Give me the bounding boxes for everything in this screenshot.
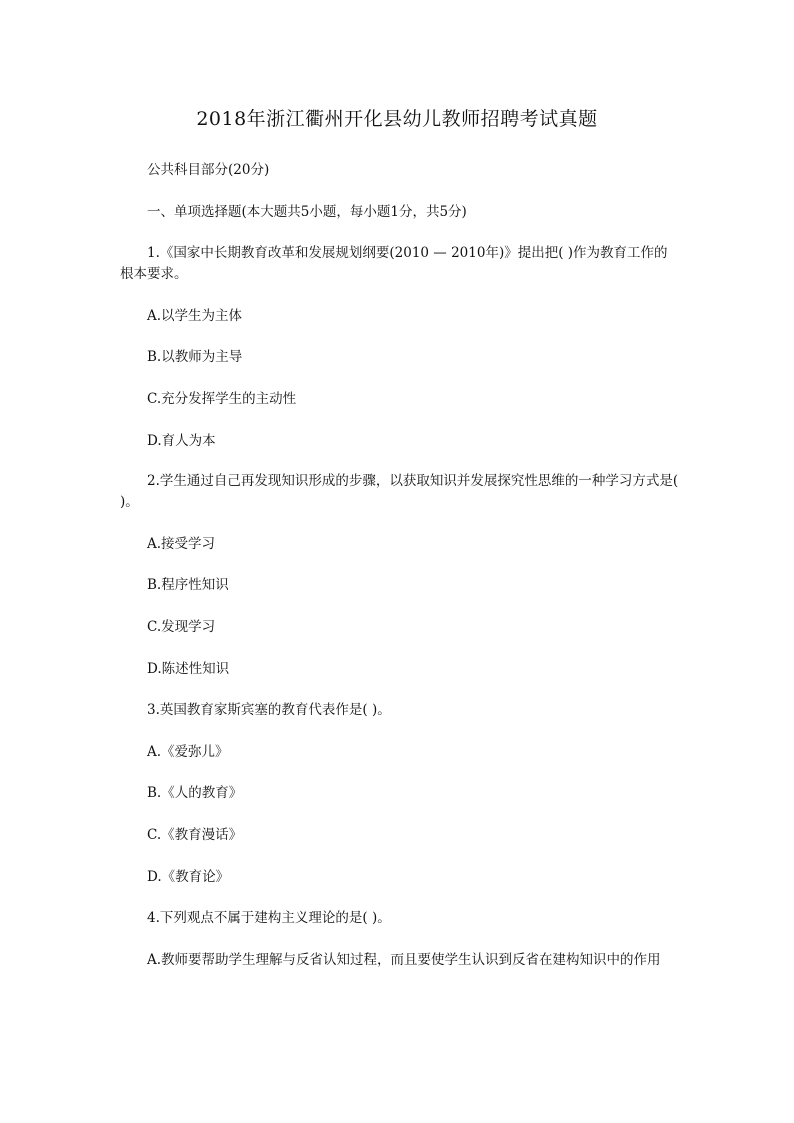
question-2-option-d: D.陈述性知识 (147, 661, 230, 677)
question-1-option-d: D.育人为本 (147, 433, 216, 449)
question-3-stem: 3.英国教育家斯宾塞的教育代表作是( )。 (147, 702, 391, 718)
question-1-option-b: B.以教师为主导 (147, 349, 243, 365)
question-3-option-d: D.《教育论》 (147, 869, 230, 885)
question-2-stem: 2.学生通过自己再发现知识形成的步骤，以获取知识并发展探究性思维的一种学习方式是( )。 (120, 473, 679, 510)
question-1-option-a: A.以学生为主体 (147, 308, 243, 324)
document-title: 2018年浙江衢州开化县幼儿教师招聘考试真题 (196, 108, 598, 130)
question-3-option-c: C.《教育漫话》 (147, 827, 243, 843)
question-2-option-a: A.接受学习 (147, 536, 216, 552)
part-heading: 一、单项选择题(本大题共5小题，每小题1分，共5分) (147, 204, 467, 220)
question-3-option-b: B.《人的教育》 (147, 785, 243, 801)
question-4-stem: 4.下列观点不属于建构主义理论的是( )。 (147, 910, 391, 926)
question-1-option-c: C.充分发挥学生的主动性 (147, 391, 297, 407)
section-heading: 公共科目部分(20分) (147, 162, 270, 178)
question-1-stem: 1.《国家中长期教育改革和发展规划纲要(2010 — 2010年)》提出把( )作为教育工作的根本要求。 (120, 245, 668, 282)
question-2-option-b: B.程序性知识 (147, 577, 229, 593)
question-3-option-a: A.《爱弥儿》 (147, 744, 229, 760)
question-2-option-c: C.发现学习 (147, 619, 216, 635)
question-4-option-a: A.教师要帮助学生理解与反省认知过程，而且要使学生认识到反省在建构知识中的作用 (147, 952, 661, 968)
